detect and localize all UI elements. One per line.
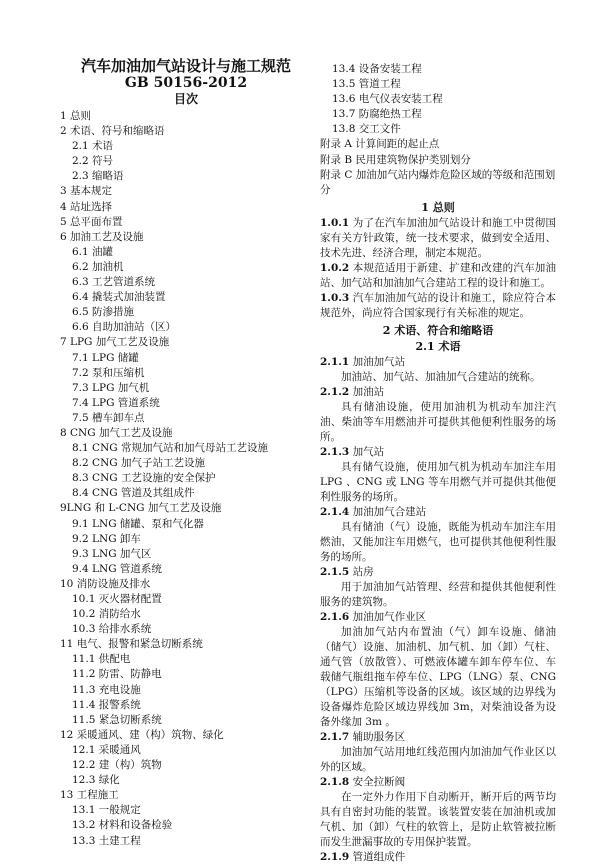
- chapter-1-heading: 1 总则: [421, 200, 455, 214]
- toc-entry: 6.3 工艺管道系统: [72, 276, 156, 289]
- toc-entry: 11.1 供配电: [72, 653, 131, 666]
- toc-entry: 3 基本规定: [60, 185, 113, 198]
- document-title: 汽车加油加气站设计与施工规范: [80, 57, 291, 75]
- term-number: 2.1.2: [320, 385, 350, 398]
- toc-entry: 6.6 自助加油站（区）: [72, 321, 177, 334]
- toc-entry: 2 术语、符号和缩略语: [60, 125, 165, 138]
- toc-entry: 7.1 LPG 储罐: [72, 351, 139, 364]
- term-name: 加油加气站: [352, 355, 406, 368]
- right-column: [320, 62, 556, 865]
- toc-entry: 4 站址选择: [60, 200, 113, 213]
- chapter-2-heading: 2 术语、符合和缩略语: [382, 323, 494, 337]
- toc-entry: 2.3 缩略语: [72, 170, 124, 183]
- clause-number: 1.0.2: [320, 261, 350, 274]
- toc-heading: 目次: [173, 92, 198, 106]
- term-name: 安全拉断阀: [352, 775, 406, 788]
- term-definition: 用于加油加气站管理、经营和提供其他便利性服务的建筑物。: [320, 580, 556, 608]
- toc-entry: 附录 C 加油加气站内爆炸危险区域的等级和范围划分: [320, 168, 556, 196]
- toc-entry: 7 LPG 加气工艺及设施: [60, 336, 170, 349]
- term-definition: 具有储气设施，使用加气机为机动车加注车用 LPG 、CNG 或 LNG 等车用燃气并可提供其他便利性服务的场所。: [320, 460, 556, 503]
- term-heading: [320, 385, 556, 400]
- toc-entry: 13.8 交工文件: [332, 123, 401, 136]
- toc-entry: 9.3 LNG 加气区: [72, 547, 152, 560]
- term-number: 2.1.6: [320, 610, 350, 623]
- toc-entry: 13 工程施工: [60, 789, 119, 802]
- standard-code: GB 50156-2012: [124, 75, 248, 91]
- toc-entry: 9.2 LNG 卸车: [72, 532, 141, 545]
- toc-entry: 9.1 LNG 储罐、泵和气化器: [72, 517, 204, 530]
- toc-entry: 12 采暖通风、建（构）筑物、绿化: [60, 728, 224, 741]
- toc-entry: 13.4 设备安装工程: [332, 63, 422, 75]
- term-definition: 具有储油设施，使用加油机为机动车加注汽油、柴油等车用燃油并可提供其他便利性服务的场所。: [320, 400, 556, 443]
- term-definition: 具有储油（气）设施，既能为机动车加注车用燃油，又能加注车用燃气，也可提供其他便利性服务的场所。: [320, 520, 556, 563]
- clause: [320, 216, 556, 261]
- toc-entry: 1 总则: [60, 110, 92, 122]
- toc-entry: 13.2 材料和设备检验: [72, 819, 173, 832]
- term-heading: [320, 445, 556, 460]
- toc-entry: 6.5 防渗措施: [72, 306, 135, 319]
- term-definition: 加油站、加气站、加油加气合建站的统称。: [341, 370, 541, 383]
- toc-entry: 12.3 绿化: [72, 774, 120, 787]
- term-number: 2.1.1: [320, 355, 350, 368]
- term-name: 加气站: [352, 445, 385, 458]
- toc-entry: 10 消防设施及排水: [60, 577, 151, 590]
- toc-entry: 8.3 CNG 工艺设施的安全保护: [72, 472, 216, 485]
- term-number: 2.1.7: [320, 730, 350, 743]
- term-name: 加油加气作业区: [352, 610, 427, 623]
- toc-entry: 5 总平面布置: [60, 215, 123, 228]
- toc-entry: 6.4 撬装式加油装置: [72, 291, 166, 304]
- term-number: 2.1.8: [320, 775, 350, 788]
- chapter-2-terms: [320, 355, 556, 865]
- toc-entry: 11.3 充电设施: [72, 683, 141, 696]
- table-of-contents-left: [60, 109, 312, 849]
- term-heading: [320, 730, 556, 745]
- toc-entry: 11.2 防雷、防静电: [72, 668, 162, 681]
- toc-entry: 13.1 一般规定: [72, 804, 141, 817]
- term-number: 2.1.4: [320, 505, 350, 518]
- term-name: 辅助服务区: [352, 730, 406, 743]
- toc-entry: 13.5 管道工程: [332, 78, 401, 91]
- toc-entry: 10.2 消防给水: [72, 608, 141, 621]
- term-name: 管道组成件: [352, 850, 406, 863]
- term-heading: [320, 850, 556, 865]
- toc-entry: 11 电气、报警和紧急切断系统: [60, 638, 203, 651]
- clause-text: 为了在汽车加油加气站设计和施工中贯彻国家有关方针政策，统一技术要求，做到安全适用、技术先进、经济合理，制定本规范。: [320, 216, 556, 259]
- term-definition: 加油加气站内布置油（气）卸车设施、储油（储气）设施、加油机、加气机、加（卸）气柱、通气管（放散管）、可燃液体罐车卸车停车位、车载储气瓶组拖车停车位、LPG（LNG）泵、CNG（LPG）压缩机等设备的区域。该区域的边界线为设备爆炸危险区域边界线加 3m，对柴油设备为设备外缘加 3m 。: [320, 625, 556, 728]
- toc-entry: 10.1 灭火器材配置: [72, 593, 162, 605]
- term-name: 加油站: [352, 385, 385, 398]
- toc-entry: 7.4 LPG 管道系统: [72, 396, 160, 409]
- clause-number: 1.0.3: [320, 291, 350, 304]
- term-number: 2.1.3: [320, 445, 350, 458]
- toc-entry: 12.2 建（构）筑物: [72, 759, 162, 772]
- term-number: 2.1.5: [320, 565, 350, 578]
- toc-entry: 附录 A 计算间距的起止点: [320, 138, 440, 151]
- toc-entry: 8.4 CNG 管道及其组成件: [72, 487, 195, 500]
- toc-entry: 12.1 采暖通风: [72, 743, 141, 756]
- term-number: 2.1.9: [320, 850, 350, 863]
- toc-entry: 13.3 土建工程: [72, 834, 141, 847]
- toc-entry: 6 加油工艺及设施: [60, 230, 144, 243]
- left-column: [60, 58, 312, 849]
- toc-entry: 7.5 槽车卸车点: [72, 411, 145, 424]
- term-heading: [320, 565, 556, 580]
- toc-entry: 13.6 电气仪表安装工程: [332, 93, 443, 106]
- toc-entry: 11.5 紧急切断系统: [72, 713, 162, 726]
- chapter-1-body: [320, 216, 556, 321]
- term-name: 加油加气合建站: [352, 505, 427, 518]
- toc-entry: 2.1 术语: [72, 140, 114, 153]
- toc-entry: 6.2 加油机: [72, 260, 124, 273]
- clause-text: 汽车加油加气站的设计和施工，除应符合本规范外，尚应符合国家现行有关标准的规定。: [320, 291, 556, 319]
- toc-entry: 9.4 LNG 管道系统: [72, 562, 162, 575]
- section-2-1-heading: 2.1 术语: [415, 339, 461, 353]
- toc-entry: 7.3 LPG 加气机: [72, 381, 150, 394]
- toc-entry: 10.3 给排水系统: [72, 623, 152, 636]
- toc-entry: 6.1 油罐: [72, 245, 114, 258]
- toc-entry: 9LNG 和 L-CNG 加气工艺及设施: [60, 502, 222, 515]
- term-name: 站房: [352, 565, 374, 578]
- term-heading: [320, 610, 556, 625]
- clause: [320, 261, 556, 291]
- term-definition: 在一定外力作用下自动断开，断开后的两节均具有自密封功能的装置。该装置安装在加油机或加气机、加（卸）气柱的软管上，是防止软管被拉断而发生泄漏事故的专用保护装置。: [320, 790, 556, 848]
- clause-number: 1.0.1: [320, 216, 350, 229]
- clause: [320, 291, 556, 321]
- table-of-contents-right: [320, 62, 556, 198]
- toc-entry: 13.7 防腐绝热工程: [332, 108, 422, 121]
- term-heading: [320, 775, 556, 790]
- toc-entry: 11.4 报警系统: [72, 698, 141, 711]
- toc-entry: 8.2 CNG 加气子站工艺设施: [72, 457, 205, 470]
- term-heading: [320, 355, 556, 370]
- term-definition: 加油加气站用地红线范围内加油加气作业区以外的区域。: [320, 745, 556, 773]
- toc-entry: 8 CNG 加气工艺及设施: [60, 426, 173, 439]
- toc-entry: 附录 B 民用建筑物保护类别划分: [320, 153, 471, 166]
- toc-entry: 2.2 符号: [72, 155, 114, 168]
- term-heading: [320, 505, 556, 520]
- toc-entry: 7.2 泵和压缩机: [72, 366, 145, 379]
- toc-entry: 8.1 CNG 常规加气站和加气母站工艺设施: [72, 442, 268, 455]
- clause-text: 本规范适用于新建、扩建和改建的汽车加油站、加气站和加油加气合建站工程的设计和施工。: [320, 261, 556, 289]
